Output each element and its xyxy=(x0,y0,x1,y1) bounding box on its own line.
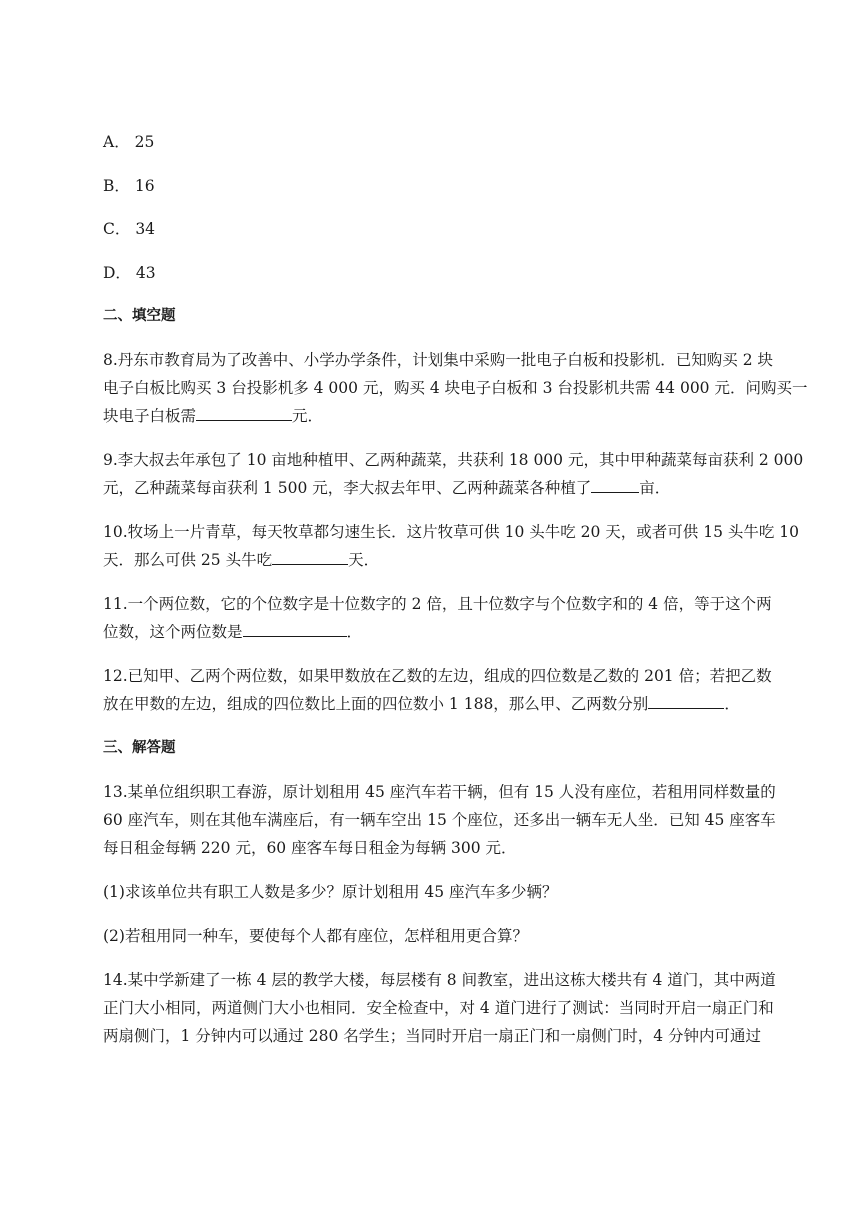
question-14 xyxy=(103,966,776,1050)
question-line: 8.丹东市教育局为了改善中、小学办学条件，计划集中采购一批电子白板和投影机．已知购买 2 块 xyxy=(103,351,774,369)
question-text: 亩． xyxy=(639,479,671,497)
answer-blank xyxy=(196,402,292,421)
option-letter: C． xyxy=(103,220,131,238)
question-line xyxy=(103,402,763,430)
question-text: 块电子白板需 xyxy=(103,407,197,425)
option-value: 34 xyxy=(135,220,156,238)
question-line: 正门大小相同，两道侧门大小也相同．安全检查中，对 4 道门进行了测试：当同时开启一扇正门和 xyxy=(103,999,774,1017)
answer-blank xyxy=(591,474,639,493)
question-line: 60 座汽车，则在其他车满座后，有一辆车空出 15 个座位，还多出一辆车无人坐．已知 45 座客车 xyxy=(103,811,776,829)
question-8 xyxy=(103,346,808,430)
option-value: 16 xyxy=(134,176,155,195)
section-heading-fill-in: 二、填空题 xyxy=(103,308,176,324)
question-line: 11.一个两位数，它的个位数字是十位数字的 2 倍，且十位数字与个位数字和的 4 倍，等于这个两 xyxy=(103,595,772,613)
question-line: 13.某单位组织职工春游，原计划租用 45 座汽车若干辆，但有 15 人没有座位，若租用同样数量的 xyxy=(103,783,776,801)
question-line xyxy=(103,618,763,646)
question-text: 位数，这个两位数是 xyxy=(103,623,243,641)
question-text: 元，乙种蔬菜每亩获利 1 500 元，李大叔去年甲、乙两种蔬菜各种植了 xyxy=(103,479,592,497)
question-line xyxy=(103,690,763,718)
option-a xyxy=(103,128,763,156)
option-letter: D． xyxy=(103,263,131,282)
document-page xyxy=(103,128,808,1066)
question-line xyxy=(103,474,763,502)
answer-blank xyxy=(243,618,347,637)
option-letter: A． xyxy=(103,133,130,151)
option-letter: B． xyxy=(103,176,130,195)
option-value: 43 xyxy=(135,263,156,282)
question-text: 天． xyxy=(348,551,380,569)
question-line: 电子白板比购买 3 台投影机多 4 000 元，购买 4 块电子白板和 3 台投影机共需 44 000 元．问购买一 xyxy=(103,379,808,397)
question-text: ． xyxy=(346,623,363,641)
question-line: 14.某中学新建了一栋 4 层的教学大楼，每层楼有 8 间教室，进出这栋大楼共有 4 道门，其中两道 xyxy=(103,971,776,989)
question-line xyxy=(103,546,763,574)
question-line: 12.已知甲、乙两个两位数，如果甲数放在乙数的左边，组成的四位数是乙数的 201 倍；若把乙数 xyxy=(103,667,772,685)
question-line: 每日租金每辆 220 元，60 座客车每日租金为每辆 300 元． xyxy=(103,839,517,857)
answer-blank xyxy=(648,690,724,709)
question-12 xyxy=(103,662,772,718)
question-text: 元． xyxy=(292,407,324,425)
option-d xyxy=(103,259,763,287)
question-13-part-2 xyxy=(103,922,763,950)
answer-blank xyxy=(272,546,348,565)
question-9 xyxy=(103,446,804,502)
question-line: 9.李大叔去年承包了 10 亩地种植甲、乙两种蔬菜，共获利 18 000 元，其中甲种蔬菜每亩获利 2 000 xyxy=(103,451,804,469)
option-c xyxy=(103,215,763,243)
question-text: 放在甲数的左边，组成的四位数比上面的四位数小 1 188，那么甲、乙两数分别 xyxy=(103,695,649,713)
question-13 xyxy=(103,778,776,862)
question-line: (2)若租用同一种车，要使每个人都有座位，怎样租用更合算？ xyxy=(103,927,528,945)
question-13-part-1 xyxy=(103,878,763,906)
option-b xyxy=(103,172,763,200)
question-line: (1)求该单位共有职工人数是多少？原计划租用 45 座汽车多少辆？ xyxy=(103,883,558,901)
option-value: 25 xyxy=(134,133,155,151)
question-text: ． xyxy=(724,695,740,713)
question-10 xyxy=(103,518,800,574)
section-heading-solve: 三、解答题 xyxy=(103,740,176,756)
question-text: 天．那么可供 25 头牛吃 xyxy=(103,551,273,569)
question-line: 两扇侧门，1 分钟内可以通过 280 名学生；当同时开启一扇正门和一扇侧门时，4 分钟内可通过 xyxy=(103,1027,762,1045)
question-line: 10.牧场上一片青草，每天牧草都匀速生长．这片牧草可供 10 头牛吃 20 天，或者可供 15 头牛吃 10 xyxy=(103,523,800,541)
question-11 xyxy=(103,590,772,646)
